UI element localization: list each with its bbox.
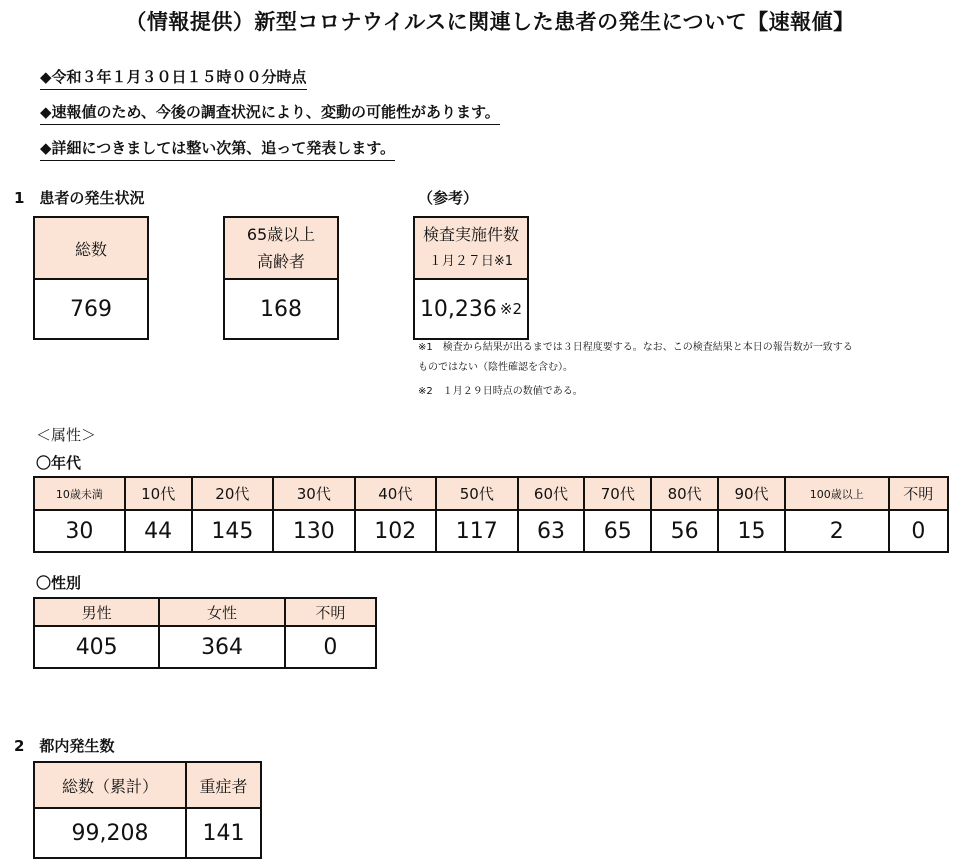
section2-heading: 2 都内発生数 (14, 737, 115, 755)
age-header: 100歳以上 (785, 477, 889, 510)
total-cases-label: 総数 (35, 218, 147, 280)
tests-label-line1: 検査実施件数 (422, 225, 519, 244)
reference-label: （参考） (418, 189, 479, 207)
sex-header-unknown: 不明 (285, 598, 376, 626)
tests-label (415, 218, 527, 280)
age-header: 70代 (584, 477, 651, 510)
sex-header-row (34, 598, 376, 626)
sex-header-male: 男性 (34, 598, 159, 626)
age-header: 不明 (889, 477, 948, 510)
page-title: （情報提供）新型コロナウイルスに関連した患者の発生について【速報値】 (125, 10, 855, 34)
age-table (33, 476, 949, 553)
sex-value-female: 364 (159, 626, 284, 668)
tests-value: 10,236 (419, 296, 497, 322)
age-header: 80代 (651, 477, 718, 510)
severe-cases-label: 重症者 (186, 762, 261, 808)
severe-cases-value: 141 (186, 808, 261, 858)
age-value: 117 (436, 510, 517, 552)
tests-label-line2: １月２７日※1 (428, 254, 514, 269)
section1-heading: 1 患者の発生状況 (14, 189, 145, 207)
cumulative-total-label: 総数（累計） (34, 762, 186, 808)
age-value: 63 (518, 510, 585, 552)
elderly-label-line1: 65歳以上 (246, 225, 316, 244)
tests-note-mark: ※2 (499, 300, 523, 318)
notice-timestamp: ◆令和３年１月３０日１５時００分時点 (40, 66, 307, 90)
age-value: 30 (34, 510, 125, 552)
sex-value-row (34, 626, 376, 668)
sex-value-unknown: 0 (285, 626, 376, 668)
tokyo-value-row (34, 808, 261, 858)
attributes-heading: ＜属性＞ (36, 426, 97, 444)
age-value: 130 (273, 510, 354, 552)
elderly-label (225, 218, 337, 280)
elderly-cases-box (223, 216, 339, 340)
cumulative-total-value: 99,208 (34, 808, 186, 858)
total-cases-box (33, 216, 149, 340)
age-value: 15 (718, 510, 785, 552)
age-heading: 〇年代 (36, 454, 82, 472)
total-cases-value: 769 (70, 296, 112, 322)
age-header: 60代 (518, 477, 585, 510)
notice-details: ◆詳細につきましては整い次第、追って発表します。 (40, 137, 395, 161)
elderly-cases-value: 168 (260, 296, 302, 322)
tests-box (413, 216, 529, 340)
age-value: 0 (889, 510, 948, 552)
age-value: 44 (125, 510, 192, 552)
sex-heading: 〇性別 (36, 574, 82, 592)
age-header: 90代 (718, 477, 785, 510)
age-value: 56 (651, 510, 718, 552)
footnote1-line2: ものではない（陰性確認を含む）。 (418, 362, 573, 373)
footnote2: ※2 １月２９日時点の数値である。 (418, 386, 583, 397)
sex-table (33, 597, 377, 669)
footnote1-line1: ※1 検査から結果が出るまでは３日程度要する。なお、この検査結果と本日の報告数が一致する (418, 342, 853, 353)
elderly-label-line2: 高齢者 (256, 252, 305, 271)
age-value: 102 (355, 510, 436, 552)
age-header: 30代 (273, 477, 354, 510)
age-header-row (34, 477, 948, 510)
age-header: 10代 (125, 477, 192, 510)
sex-value-male: 405 (34, 626, 159, 668)
tokyo-header-row (34, 762, 261, 808)
age-header: 40代 (355, 477, 436, 510)
notice-preliminary: ◆速報値のため、今後の調査状況により、変動の可能性があります。 (40, 101, 500, 125)
age-value-row (34, 510, 948, 552)
age-value: 65 (584, 510, 651, 552)
age-header: 20代 (192, 477, 273, 510)
tokyo-cases-table (33, 761, 262, 859)
sex-header-female: 女性 (159, 598, 284, 626)
age-header: 50代 (436, 477, 517, 510)
age-header: 10歳未満 (34, 477, 125, 510)
age-value: 145 (192, 510, 273, 552)
age-value: 2 (785, 510, 889, 552)
tests-value-cell (415, 280, 527, 338)
